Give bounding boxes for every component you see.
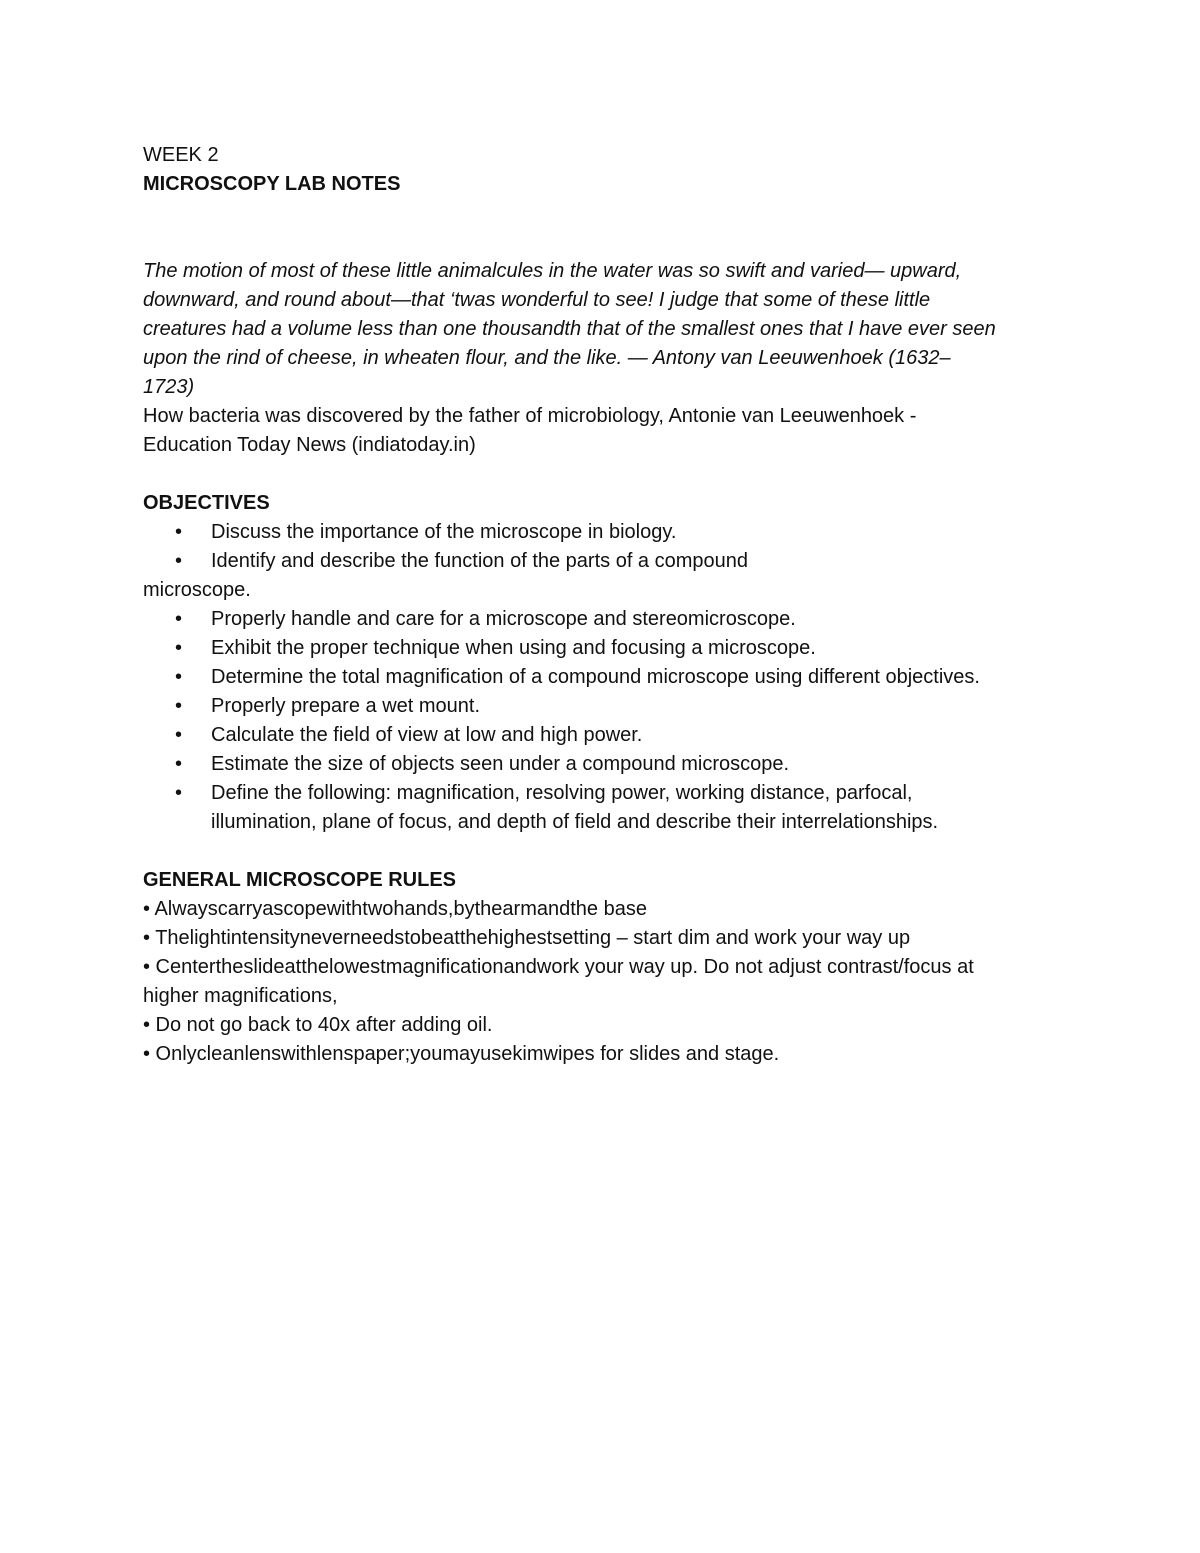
bullet-icon: • xyxy=(175,637,183,659)
quote-line: 1723) xyxy=(143,376,195,398)
list-item xyxy=(143,692,1073,721)
objective-text: Properly handle and care for a microscope and stereomicroscope. xyxy=(211,608,796,630)
quote-line: creatures had a volume less than one thousandth that of the smallest ones that I have ever seen xyxy=(143,318,996,340)
rule-line: • Do not go back to 40x after adding oil. xyxy=(143,1014,493,1036)
quote-line: The motion of most of these little animalcules in the water was so swift and varied— upward, xyxy=(143,260,962,282)
bullet-icon: • xyxy=(175,608,183,630)
rule-line: • Centertheslideatthelowestmagnificationandwork your way up. Do not adjust contrast/focus at xyxy=(143,956,974,978)
bullet-icon: • xyxy=(175,521,183,543)
objective-continuation: microscope. xyxy=(143,579,251,601)
objective-text: Properly prepare a wet mount. xyxy=(211,695,481,717)
objective-text: Determine the total magnification of a compound microscope using different objectives. xyxy=(211,666,980,688)
bullet-icon: • xyxy=(175,724,183,746)
list-item xyxy=(143,518,1073,547)
bullet-icon: • xyxy=(175,666,183,688)
objectives-list xyxy=(143,518,1073,576)
quote-block xyxy=(143,257,1073,402)
list-item-continuation xyxy=(143,808,1073,837)
rules-heading: GENERAL MICROSCOPE RULES xyxy=(143,869,456,891)
list-item xyxy=(143,605,1073,634)
spacer xyxy=(143,199,1073,257)
rule-line: • Alwayscarryascopewithtwohands,bythearmandthe base xyxy=(143,898,647,920)
bullet-icon: • xyxy=(175,753,183,775)
list-item xyxy=(143,750,1073,779)
week-label: WEEK 2 xyxy=(143,144,219,166)
spacer xyxy=(143,837,1073,866)
rule-line: higher magnifications, xyxy=(143,985,338,1007)
list-item xyxy=(143,779,1073,808)
rules-list xyxy=(143,895,1073,1069)
objective-text: Discuss the importance of the microscope in biology. xyxy=(211,521,677,543)
objectives-list xyxy=(143,605,1073,837)
objective-text: Calculate the field of view at low and high power. xyxy=(211,724,643,746)
quote-line: downward, and round about—that ‘twas wonderful to see! I judge that some of these little xyxy=(143,289,931,311)
list-item xyxy=(143,634,1073,663)
objectives-heading: OBJECTIVES xyxy=(143,492,270,514)
document-title: MICROSCOPY LAB NOTES xyxy=(143,173,401,195)
spacer xyxy=(143,460,1073,489)
objective-text: Identify and describe the function of the parts of a compound xyxy=(211,550,749,572)
list-item xyxy=(143,663,1073,692)
objective-text: Estimate the size of objects seen under a compound microscope. xyxy=(211,753,790,775)
document-page xyxy=(143,141,1073,1069)
source-line: How bacteria was discovered by the father of microbiology, Antonie van Leeuwenhoek - xyxy=(143,405,917,427)
bullet-icon: • xyxy=(175,695,183,717)
objective-text: Define the following: magnification, resolving power, working distance, parfocal, xyxy=(211,782,913,804)
bullet-icon: • xyxy=(175,550,183,572)
source-line: Education Today News (indiatoday.in) xyxy=(143,434,476,456)
quote-line: upon the rind of cheese, in wheaten flour, and the like. — Antony van Leeuwenhoek (1632– xyxy=(143,347,951,369)
objective-text: illumination, plane of focus, and depth of field and describe their interrelationships. xyxy=(211,811,939,833)
rule-line: • Onlycleanlenswithlenspaper;youmayusekimwipes for slides and stage. xyxy=(143,1043,780,1065)
list-item xyxy=(143,547,1073,576)
rule-line: • Thelightintensityneverneedstobeatthehighestsetting – start dim and work your way up xyxy=(143,927,911,949)
list-item xyxy=(143,721,1073,750)
objective-text: Exhibit the proper technique when using and focusing a microscope. xyxy=(211,637,816,659)
bullet-icon: • xyxy=(175,782,183,804)
quote-source xyxy=(143,402,1073,460)
